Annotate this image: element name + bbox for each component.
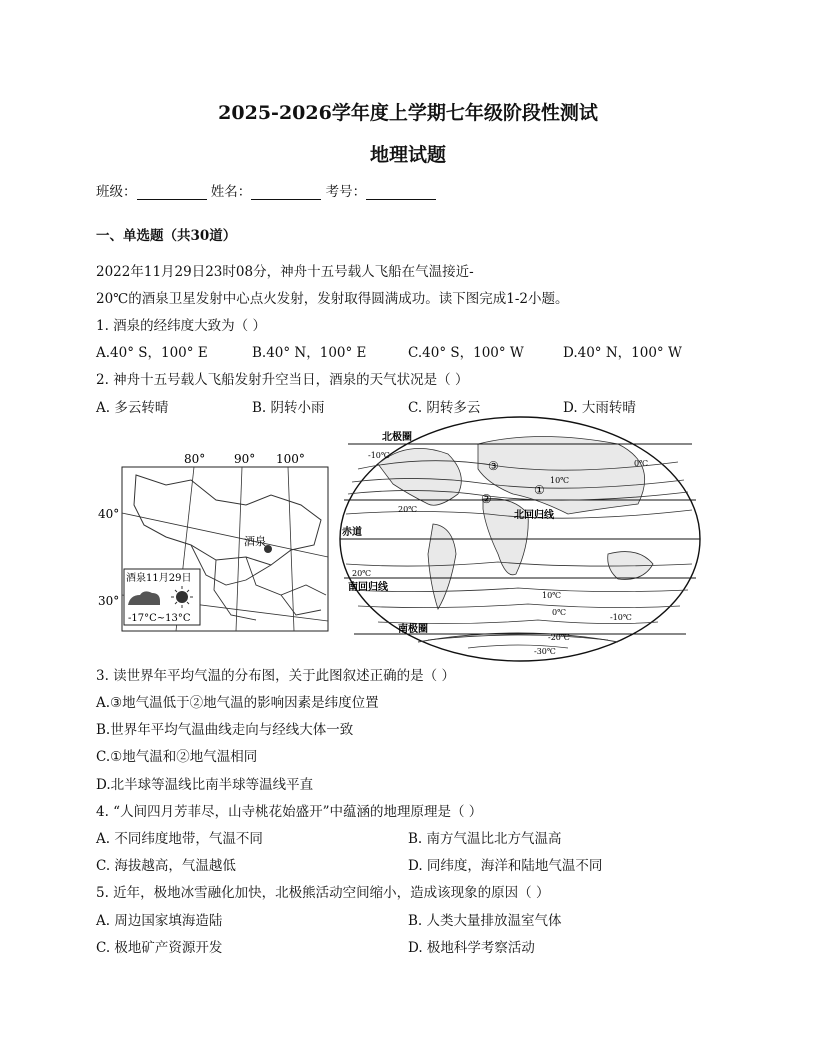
q3-option-c[interactable]: C.①地气温和②地气温相同 [96,749,258,765]
isotherm-label-7: 0℃ [552,608,567,617]
q2-option-d[interactable]: D. 大雨转晴 [563,400,636,416]
exam-no-label: 考号： [325,184,367,200]
lon-label-100: 100° [276,452,305,466]
q1-option-c[interactable]: C.40° S，100° W [408,345,524,361]
q4-option-a[interactable]: A. 不同纬度地带，气温不同 [96,831,263,847]
antarctic-circle-label: 南极圈 [398,624,428,635]
q1-option-b[interactable]: B.40° N，100° E [252,345,367,361]
lat-label-40: 40° [98,507,120,521]
arctic-circle-label: 北极圈 [382,432,412,443]
q1-option-a[interactable]: A.40° S，100° E [96,345,208,361]
isotherm-label-9: -20℃ [548,633,570,642]
q5-option-d[interactable]: D. 极地科学考察活动 [408,940,535,956]
point-1-marker: ① [534,483,545,497]
section-heading: 一、单选题（共30道） [96,228,237,244]
name-label: 姓名： [210,184,252,200]
q2-option-c[interactable]: C. 阴转多云 [408,400,481,416]
q4-option-b[interactable]: B. 南方气温比北方气温高 [408,831,562,847]
world-temperature-map [338,414,702,664]
q3-option-a[interactable]: A.③地气温低于②地气温的影响因素是纬度位置 [96,695,379,711]
question-3-stem: 3. 读世界年平均气温的分布图，关于此图叙述正确的是（ ） [96,668,455,684]
student-info-row [96,180,436,200]
point-2-marker: ② [481,492,492,506]
exam-no-field[interactable] [366,185,436,200]
tropic-capricorn-label: 南回归线 [348,582,388,593]
question-4-stem: 4. “人间四月芳菲尽，山寺桃花始盛开”中蕴涵的地理原理是（ ） [96,804,483,820]
question-5-stem: 5. 近年，极地冰雪融化加快，北极熊活动空间缩小，造成该现象的原因（ ） [96,885,550,901]
isotherm-label-8: -10℃ [610,613,632,622]
q3-option-d[interactable]: D.北半球等温线比南半球等温线平直 [96,777,314,793]
intro-line-2: 20℃的酒泉卫星发射中心点火发射，发射取得圆满成功。读下图完成1-2小题。 [96,291,569,307]
isotherm-label-2: 0℃ [634,459,649,468]
forecast-title: 酒泉11月29日 [126,573,192,584]
tropic-cancer-label: 北回归线 [514,510,554,521]
forecast-temp: -17°C~13°C [128,613,191,624]
q3-option-b[interactable]: B.世界年平均气温曲线走向与经线大体一致 [96,722,354,738]
equator-label: 赤道 [342,527,362,538]
q5-option-b[interactable]: B. 人类大量排放温室气体 [408,913,562,929]
isotherm-label-4: 20℃ [398,505,418,514]
lat-label-30: 30° [98,594,120,608]
class-field[interactable] [137,185,207,200]
q2-option-a[interactable]: A. 多云转晴 [96,400,169,416]
q5-option-c[interactable]: C. 极地矿产资源开发 [96,940,223,956]
exam-subtitle: 地理试题 [369,144,446,166]
class-label: 班级： [96,184,137,200]
isotherm-label-1: -10℃ [368,451,390,460]
lon-label-80: 80° [184,452,206,466]
point-3-marker: ③ [488,459,499,473]
q4-option-c[interactable]: C. 海拔越高，气温越低 [96,858,236,874]
isotherm-label-3: 10℃ [550,476,570,485]
isotherm-label-5: 20℃ [352,569,372,578]
q1-option-d[interactable]: D.40° N，100° W [563,345,682,361]
q5-option-a[interactable]: A. 周边国家填海造陆 [96,913,223,929]
q2-option-b[interactable]: B. 阴转小雨 [252,400,325,416]
jiuquan-label: 酒泉 [244,535,266,548]
exam-title: 2025-2026学年度上学期七年级阶段性测试 [218,102,598,124]
intro-line-1: 2022年11月29日23时08分，神舟十五号载人飞船在气温接近- [96,264,474,280]
jiuquan-map [96,445,336,635]
isotherm-label-10: -30℃ [534,647,556,656]
question-2-stem: 2. 神舟十五号载人飞船发射升空当日，酒泉的天气状况是（ ） [96,372,469,388]
question-1-stem: 1. 酒泉的经纬度大致为（ ） [96,318,266,334]
q4-option-d[interactable]: D. 同纬度，海洋和陆地气温不同 [408,858,603,874]
isotherm-label-6: 10℃ [542,591,562,600]
name-field[interactable] [251,185,321,200]
lon-label-90: 90° [234,452,256,466]
